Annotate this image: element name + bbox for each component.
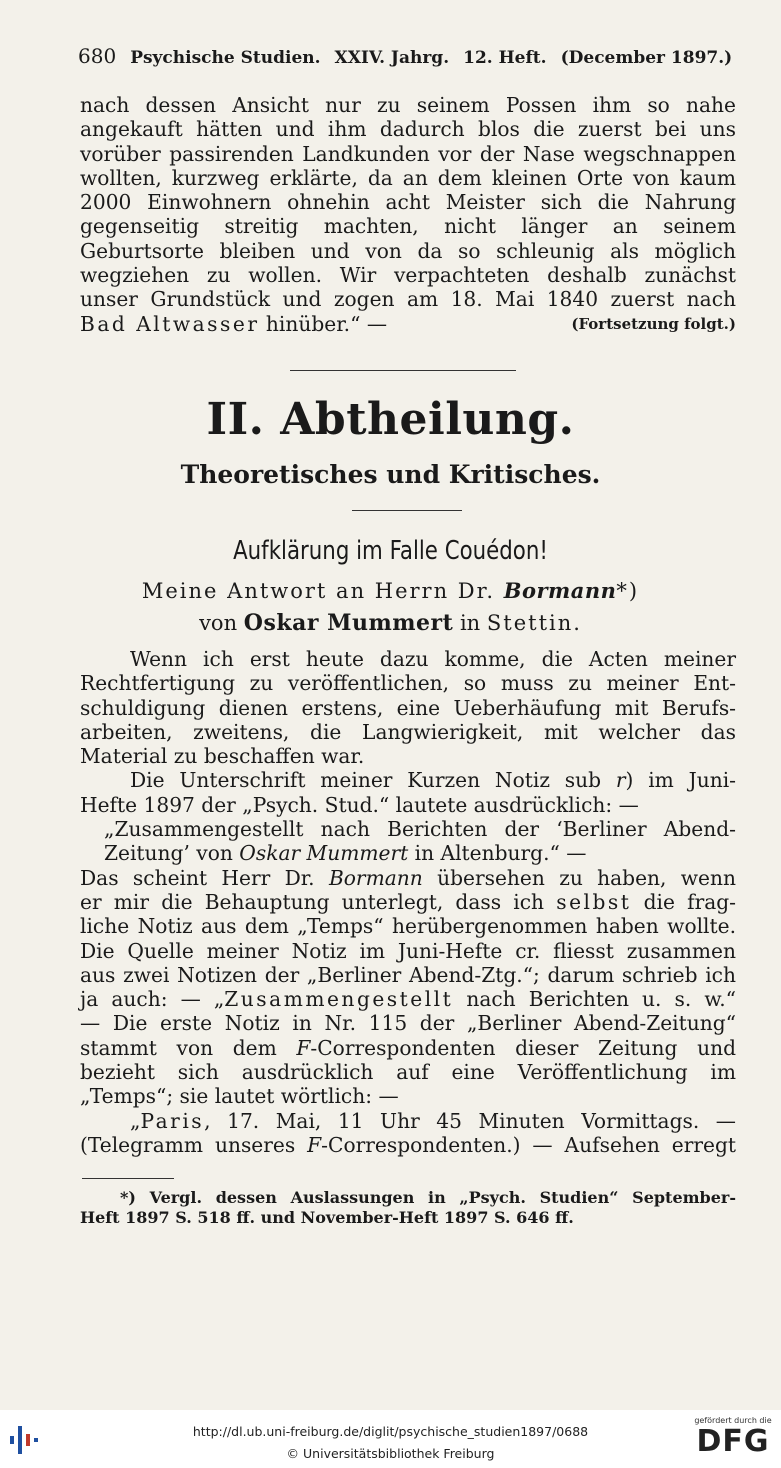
footnote-rule bbox=[82, 1178, 174, 1179]
title-divider bbox=[352, 510, 462, 511]
text-line: — Die erste Notiz in Nr. 115 der „Berliner Abend-Zeitung“ bbox=[80, 1011, 736, 1036]
text-line: vorüber passirenden Landkunden vor der Nase wegschnappen bbox=[80, 141, 736, 166]
page-url[interactable]: http://dl.ub.uni-freiburg.de/diglit/psychische_studien1897/0688 bbox=[192, 1424, 589, 1439]
text-line: Rechtfertigung zu veröffentlichen, so muss zu meiner Ent- bbox=[80, 671, 736, 696]
text-line: schuldigung dienen erstens, eine Ueberhäufung mit Berufs- bbox=[80, 695, 736, 720]
quote-line: „Zusammengestellt nach Berichten der ‘Berliner Abend- bbox=[104, 817, 736, 842]
line-rest: hinüber.“ — bbox=[265, 311, 388, 336]
dfg-tagline: gefördert durch die bbox=[694, 1416, 772, 1425]
dfg-logo bbox=[693, 1416, 773, 1464]
text-line: er mir die Behauptung unterlegt, dass ich selbst die frag- bbox=[80, 889, 737, 914]
article-subtitle bbox=[0, 578, 781, 603]
subtitle-prefix: Meine Antwort an Herrn Dr. bbox=[141, 579, 496, 603]
text-line: wegziehen zu wollen. Wir verpachteten deshalb zunächst bbox=[80, 263, 736, 288]
section-subtitle: Theoretisches und Kritisches. bbox=[180, 460, 601, 489]
quote-line: (Telegramm unseres F-Correspondenten.) — Aufsehen erregt bbox=[80, 1132, 737, 1157]
text-line: ja auch: — „Zusammengestellt nach Berichten u. s. w.“ bbox=[80, 987, 736, 1012]
running-header bbox=[78, 44, 738, 68]
footnote-line: *) Vergl. dessen Auslassungen in „Psych. Studien“ September- bbox=[120, 1188, 736, 1207]
subtitle-name: Bormann bbox=[503, 578, 617, 603]
dfg-mark: DFG bbox=[696, 1424, 770, 1459]
article-title: Aufklärung im Falle Couédon! bbox=[233, 536, 548, 566]
copyright: © Universitätsbibliothek Freiburg bbox=[286, 1446, 495, 1461]
text-line: gegenseitig streitig machten, nicht länger an seinem bbox=[80, 214, 736, 239]
section-divider bbox=[290, 370, 516, 371]
byline bbox=[0, 610, 781, 636]
page-number: 680 bbox=[78, 44, 117, 68]
issue: 12. Heft. bbox=[463, 48, 547, 68]
text-line: unser Grundstück und zogen am 18. Mai 1840 zuerst nach bbox=[80, 287, 736, 312]
text-line: Geburtsorte bleiben und von da so schleunig als möglich bbox=[80, 238, 736, 263]
text-line: Material zu beschaffen war. bbox=[80, 744, 365, 769]
text-line: arbeiten, zweitens, die Langwierigkeit, mit welcher das bbox=[80, 719, 736, 744]
section-title: II. Abtheilung. bbox=[206, 394, 575, 445]
text-line: angekauft hätten und ihm dadurch blos die zuerst bei uns bbox=[80, 117, 736, 142]
footnote-line: Heft 1897 S. 518 ff. und November-Heft 1897 S. 646 ff. bbox=[80, 1208, 574, 1227]
text-line: bezieht sich ausdrücklich auf eine Veröffentlichung im bbox=[80, 1060, 736, 1085]
text-line: Die Quelle meiner Notiz im Juni-Hefte cr. fliesst zusammen bbox=[80, 938, 736, 963]
text-line: Hefte 1897 der „Psych. Stud.“ lautete ausdrücklich: — bbox=[80, 792, 639, 817]
text-line: stammt von dem F-Correspondenten dieser Zeitung und bbox=[80, 1035, 737, 1060]
top-paragraph bbox=[80, 93, 736, 336]
viewer-footer bbox=[0, 1410, 781, 1468]
author-name: Oskar Mummert bbox=[243, 610, 454, 636]
text-line: aus zwei Notizen der „Berliner Abend-Ztg.“; darum schrieb ich bbox=[80, 962, 736, 987]
text-line: nach dessen Ansicht nur zu seinem Possen ihm so nahe bbox=[80, 93, 736, 117]
continued-note: (Fortsetzung folgt.) bbox=[571, 314, 736, 333]
text-line-last bbox=[80, 312, 736, 336]
text-line: Die Unterschrift meiner Kurzen Notiz sub r) im Juni- bbox=[130, 768, 736, 793]
author-city: Stettin. bbox=[486, 611, 582, 635]
byline-in: in bbox=[459, 611, 481, 635]
text-line: wollten, kurzweg erklärte, da an dem kleinen Orte von kaum bbox=[80, 165, 736, 190]
text-line: Das scheint Herr Dr. Bormann übersehen zu haben, wenn bbox=[80, 865, 737, 890]
journal-title: Psychische Studien. bbox=[130, 48, 321, 68]
text-line: 2000 Einwohnern ohnehin acht Meister sich die Nahrung bbox=[80, 190, 736, 215]
quote-line: Zeitung’ von Oskar Mummert in Altenburg.“ — bbox=[104, 841, 587, 866]
quote-line: „Paris, 17. Mai, 11 Uhr 45 Minuten Vormittags. — bbox=[130, 1108, 736, 1133]
place-name: Bad Altwasser bbox=[80, 311, 260, 336]
footnote bbox=[80, 1188, 736, 1228]
text-line: Wenn ich erst heute dazu komme, die Acten meiner bbox=[130, 647, 736, 671]
volume: XXIV. Jahrg. bbox=[334, 48, 450, 68]
issue-date: (December 1897.) bbox=[560, 48, 733, 68]
article-body bbox=[80, 647, 736, 1157]
byline-by: von bbox=[199, 611, 238, 635]
footnote-marker: *) bbox=[616, 579, 640, 603]
text-line: liche Notiz aus dem „Temps“ herübergenommen haben wollte. bbox=[80, 914, 736, 939]
text-line: „Temps“; sie lautet wörtlich: — bbox=[80, 1084, 399, 1109]
